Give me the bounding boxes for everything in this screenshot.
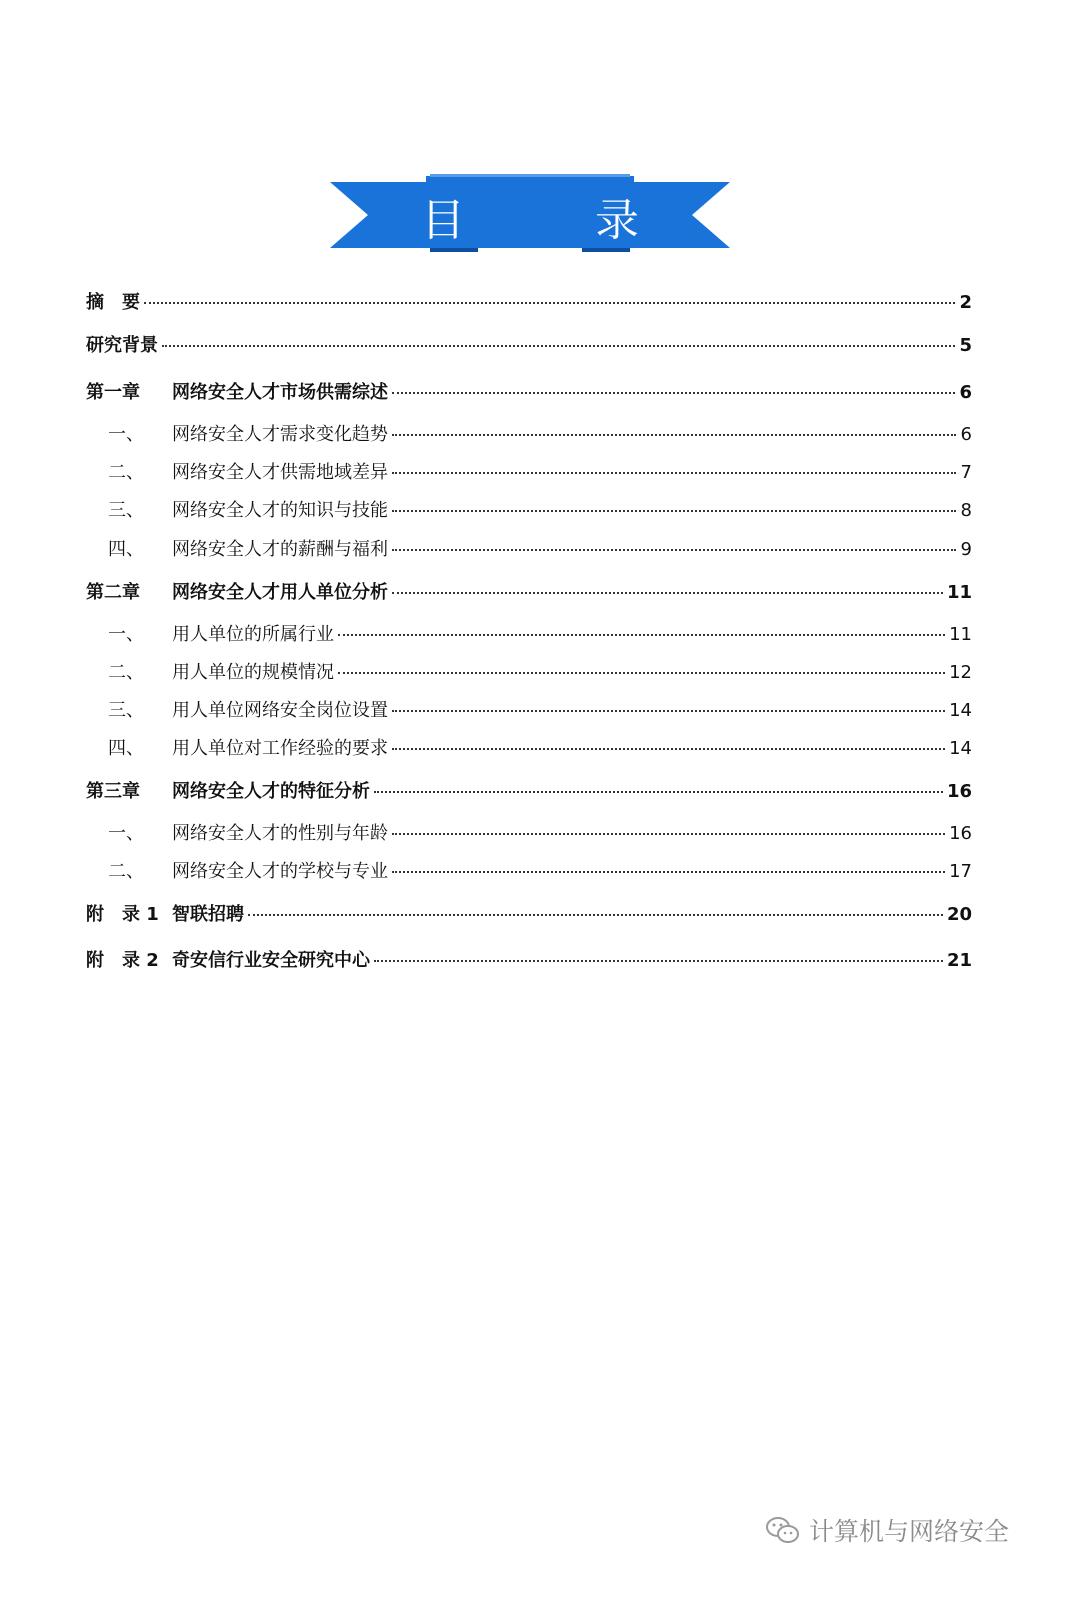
dot-leader: [392, 434, 956, 436]
toc-entry[interactable]: [86, 288, 972, 314]
toc-entry-number: 二、: [108, 462, 144, 483]
toc-entry-page: 6: [959, 382, 972, 403]
toc-entry-number: 一、: [108, 424, 144, 445]
toc-entry[interactable]: [86, 420, 972, 446]
dot-leader: [392, 748, 945, 750]
toc-entry-page: 21: [946, 950, 972, 971]
toc-entry-page: 11: [946, 582, 972, 603]
dot-leader: [162, 345, 955, 347]
dot-leader: [338, 634, 945, 636]
toc-entry-number: 四、: [108, 539, 144, 560]
toc-entry-number: 第一章: [86, 382, 140, 403]
toc-entry[interactable]: [86, 535, 972, 561]
toc-entry[interactable]: [86, 857, 972, 883]
toc-entry[interactable]: [86, 378, 972, 404]
toc-entry-page: 7: [960, 462, 972, 483]
dot-leader: [392, 592, 943, 594]
toc-entry[interactable]: [86, 696, 972, 722]
toc-entry-page: 20: [946, 904, 972, 925]
watermark-text: 计算机与网络安全: [809, 1517, 1010, 1546]
toc-entry-title: 网络安全人才的知识与技能: [172, 500, 388, 521]
toc-entry-number: 三、: [108, 500, 144, 521]
toc-entry[interactable]: [86, 331, 972, 357]
toc-entry-page: 6: [960, 424, 972, 445]
toc-entry-title: 奇安信行业安全研究中心: [172, 950, 370, 971]
page-title: 目 录: [421, 195, 697, 246]
toc-entry-title: 网络安全人才用人单位分析: [172, 582, 388, 603]
toc-entry-title: 网络安全人才市场供需综述: [172, 382, 388, 403]
toc-entry-page: 9: [960, 539, 972, 560]
toc-entry-title: 网络安全人才的特征分析: [172, 781, 370, 802]
dot-leader: [392, 392, 955, 394]
toc-entry[interactable]: [86, 900, 972, 926]
toc-entry-page: 11: [949, 624, 972, 645]
toc-entry-number: 二、: [108, 662, 144, 683]
dot-leader: [374, 791, 943, 793]
toc-entry[interactable]: [86, 734, 972, 760]
toc-entry[interactable]: [86, 819, 972, 845]
toc-entry-number: 附 录 1: [86, 904, 159, 925]
toc-entry-number: 二、: [108, 861, 144, 882]
dot-leader: [392, 833, 945, 835]
toc-entry-page: 14: [949, 700, 972, 721]
toc-entry-title: 用人单位网络安全岗位设置: [172, 700, 388, 721]
toc-entry-page: 16: [946, 781, 972, 802]
dot-leader: [338, 672, 945, 674]
toc-entry-title: 用人单位对工作经验的要求: [172, 738, 388, 759]
toc-entry-title: 网络安全人才供需地域差异: [172, 462, 388, 483]
dot-leader: [392, 472, 956, 474]
toc-entry-title: 用人单位的规模情况: [172, 662, 334, 683]
toc-entry-number: 第三章: [86, 781, 140, 802]
toc-entry[interactable]: [86, 496, 972, 522]
toc-entry[interactable]: [86, 458, 972, 484]
dot-leader: [392, 871, 945, 873]
wechat-icon: [765, 1515, 801, 1545]
toc-entry[interactable]: [86, 946, 972, 972]
toc-entry-title: 网络安全人才需求变化趋势: [172, 424, 388, 445]
toc-entry-page: 8: [960, 500, 972, 521]
toc-entry-page: 16: [949, 823, 972, 844]
toc-entry[interactable]: [86, 658, 972, 684]
toc-entry-number: 附 录 2: [86, 950, 159, 971]
toc-entry-page: 5: [959, 335, 972, 356]
toc-entry-page: 14: [949, 738, 972, 759]
toc-entry-title: 用人单位的所属行业: [172, 624, 334, 645]
dot-leader: [374, 960, 943, 962]
toc-entry[interactable]: [86, 777, 972, 803]
toc-entry-title: 网络安全人才的薪酬与福利: [172, 539, 388, 560]
toc-entry-number: 摘 要: [86, 292, 140, 313]
toc-entry-number: 一、: [108, 823, 144, 844]
toc-entry[interactable]: [86, 578, 972, 604]
toc-entry-page: 12: [949, 662, 972, 683]
toc-entry-number: 三、: [108, 700, 144, 721]
dot-leader: [392, 710, 945, 712]
dot-leader: [392, 549, 956, 551]
dot-leader: [392, 510, 956, 512]
toc-entry-page: 17: [949, 861, 972, 882]
dot-leader: [248, 914, 943, 916]
watermark: [765, 1510, 1009, 1550]
toc-entry-title: 网络安全人才的学校与专业: [172, 861, 388, 882]
toc-entry[interactable]: [86, 620, 972, 646]
toc-entry-number: 研究背景: [86, 335, 158, 356]
toc-entry-page: 2: [959, 292, 972, 313]
toc-entry-number: 一、: [108, 624, 144, 645]
toc-entry-number: 第二章: [86, 582, 140, 603]
toc-entry-title: 网络安全人才的性别与年龄: [172, 823, 388, 844]
toc-entry-number: 四、: [108, 738, 144, 759]
dot-leader: [144, 302, 955, 304]
toc-entry-title: 智联招聘: [172, 904, 244, 925]
